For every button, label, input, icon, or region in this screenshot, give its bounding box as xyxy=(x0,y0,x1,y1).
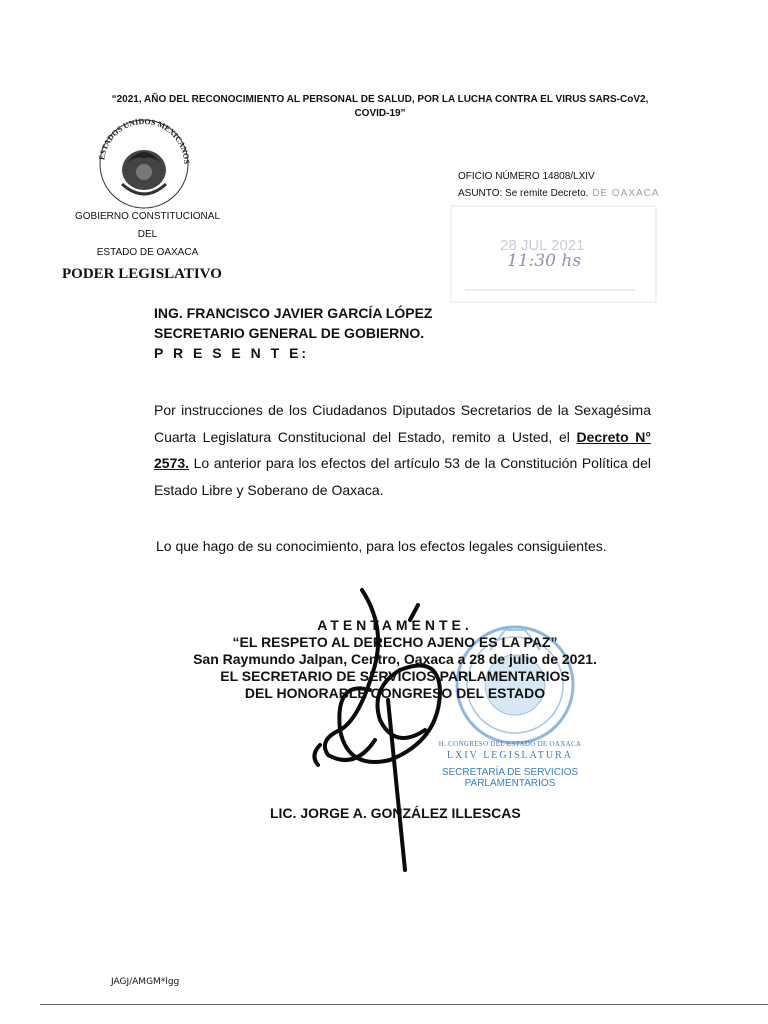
asunto-smudge: DE OAXACA xyxy=(588,188,660,199)
handwritten-signature-icon xyxy=(300,580,470,880)
footer-divider xyxy=(40,1004,768,1005)
addressee-name: ING. FRANCISCO JAVIER GARCÍA LÓPEZ xyxy=(154,305,433,321)
body-text-before: Por instrucciones de los Ciudadanos Diputados Secretarios de la Sexagésima Cuarta Legislatura Constitucional del Estado, remito a Usted, el xyxy=(154,402,651,445)
stamp-line-3: SECRETARÍA DE SERVICIOS xyxy=(441,767,579,778)
closing-line: Lo que hago de su conocimiento, para los efectos legales consiguientes. xyxy=(156,538,607,554)
reference-initials: JAGJ/AMGM*lgg xyxy=(111,977,180,987)
presente: P R E S E N T E: xyxy=(154,345,310,361)
govt-line-2: DEL xyxy=(137,229,158,240)
govt-line-1: GOBIERNO CONSTITUCIONAL xyxy=(74,211,220,222)
place-date: San Raymundo Jalpan, Centro, Oaxaca a 28 de julio de 2021. xyxy=(193,651,597,667)
motto-line-2: COVID-19” xyxy=(354,108,406,119)
govt-line-3: ESTADO DE OAXACA xyxy=(96,247,199,258)
role-line-2: DEL HONORABLE CONGRESO DEL ESTADO xyxy=(244,685,546,701)
stamp-line-4: PARLAMENTARIOS xyxy=(464,778,556,789)
motto-line-1: “2021, AÑO DEL RECONOCIMIENTO AL PERSONAL DE SALUD, POR LA LUCHA CONTRA EL VIRUS SARS-CoV2, xyxy=(111,94,649,105)
role-line-1: EL SECRETARIO DE SERVICIOS PARLAMENTARIOS xyxy=(220,668,570,684)
decreto-number: Decreto N° 2573. xyxy=(154,428,652,471)
signer-name: LIC. JORGE A. GONZÁLEZ ILLESCAS xyxy=(270,805,521,821)
coat-of-arms-seal-icon xyxy=(92,112,196,210)
body-text-after: Lo anterior para los efectos del artículo 53 de la Constitución Política del Estado Libre y Soberano de Oaxaca. xyxy=(154,455,651,498)
addressee-block xyxy=(154,303,432,363)
lema: “EL RESPETO AL DERECHO AJENO ES LA PAZ” xyxy=(232,634,558,650)
received-date: 28 JUL 2021 xyxy=(500,237,585,254)
seal-text: ESTADOS UNIDOS MEXICANOS xyxy=(97,116,192,165)
body-paragraph xyxy=(154,397,651,503)
government-heading xyxy=(55,208,240,262)
stamp-line-2: LXIV LEGISLATURA xyxy=(447,750,573,761)
poder-legislativo-heading: PODER LEGISLATIVO xyxy=(62,266,222,282)
oficio-number: OFICIO NÚMERO 14808/LXIV xyxy=(458,171,595,182)
stamp-line-1: H. CONGRESO DEL ESTADO DE OAXACA xyxy=(438,740,582,748)
asunto-text: ASUNTO: Se remite Decreto. xyxy=(458,188,589,199)
atentamente: ATENTAMENTE. xyxy=(317,617,473,633)
oficio-reference xyxy=(458,168,660,202)
received-time: 11:30 hs xyxy=(507,251,582,271)
received-stamp xyxy=(445,200,660,310)
addressee-title: SECRETARIO GENERAL DE GOBIERNO. xyxy=(154,325,425,341)
